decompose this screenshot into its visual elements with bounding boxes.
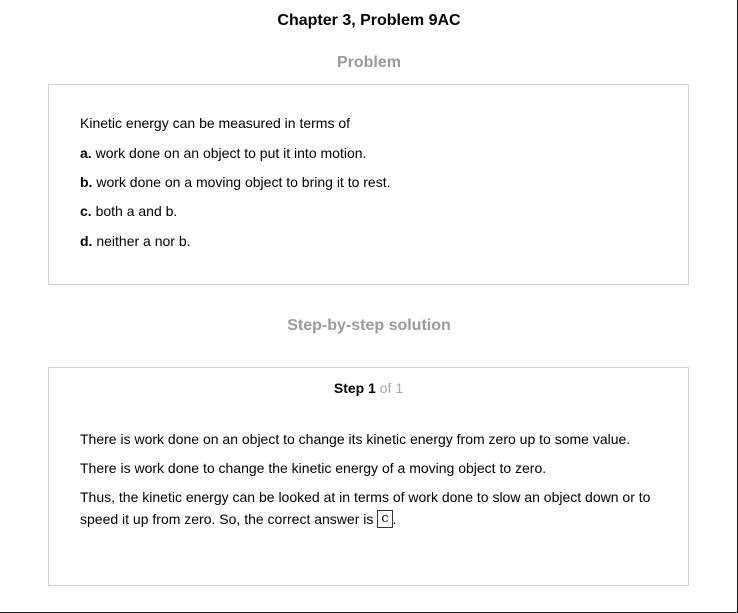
option-text: both a and b. (95, 203, 178, 219)
option-d (80, 231, 191, 251)
step-label: Step 1 (333, 380, 376, 396)
answer-box: c (377, 510, 392, 528)
option-text: neither a nor b. (96, 233, 191, 249)
option-b (80, 172, 391, 192)
option-letter: c. (80, 203, 92, 219)
option-letter: a. (80, 145, 92, 161)
option-text: work done on an object to put it into motion. (95, 145, 367, 161)
option-text: work done on a moving object to bring it to rest. (96, 174, 391, 190)
solution-heading: Step-by-step solution (287, 317, 451, 334)
option-letter: d. (80, 233, 93, 249)
answer-suffix: . (392, 511, 397, 527)
problem-heading: Problem (336, 54, 401, 71)
solution-card (48, 367, 689, 586)
chapter-title: Chapter 3, Problem 9AC (277, 12, 461, 29)
solution-paragraph: There is work done to change the kinetic energy of a moving object to zero. (80, 460, 547, 476)
problem-question: Kinetic energy can be measured in terms of (80, 115, 351, 131)
solution-conclusion (80, 486, 670, 530)
option-c (80, 201, 177, 221)
problem-card (48, 84, 689, 285)
step-count: of 1 (379, 380, 404, 396)
solution-paragraph: There is work done on an object to change its kinetic energy from zero up to some value. (80, 431, 631, 447)
option-a (80, 143, 366, 163)
option-letter: b. (80, 174, 93, 190)
conclusion-text: Thus, the kinetic energy can be looked at in terms of work done to slow an object down or to speed it up from zero. So, the correct answer is (80, 489, 651, 527)
step-header (49, 380, 688, 396)
